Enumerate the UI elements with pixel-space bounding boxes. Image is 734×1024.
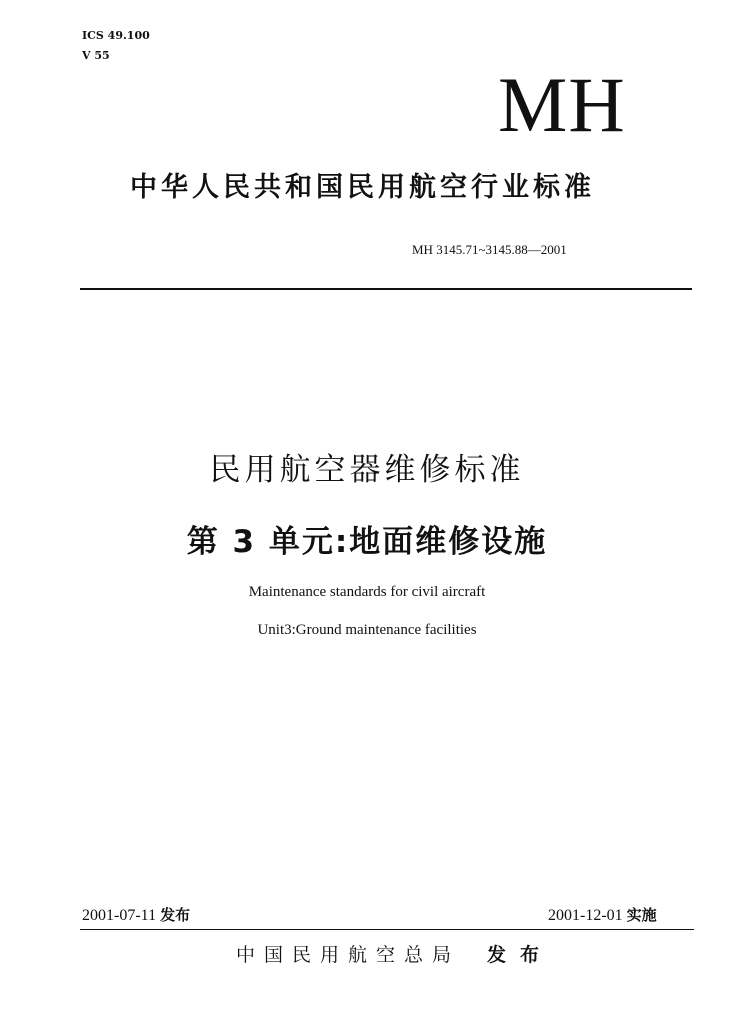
issue-label: 发布 [160, 906, 191, 924]
ics-code: ICS 49.100 [82, 29, 150, 42]
document-title-zh: 民用航空器维修标准 [209, 452, 525, 488]
issuing-authority: 中国民用航空总局 [236, 944, 461, 966]
issue-date: 2001-07-11 [82, 907, 157, 924]
ccs-code: V 55 [82, 49, 110, 62]
issuer-action: 发布 [487, 944, 554, 966]
unit-title-en: Unit3:Ground maintenance facilities [257, 622, 477, 638]
top-divider [80, 288, 692, 290]
implement-date: 2001-12-01 [548, 907, 623, 924]
implement-label: 实施 [626, 906, 657, 924]
bottom-divider [80, 929, 694, 930]
mh-logo: MH [498, 61, 626, 148]
document-title-en: Maintenance standards for civil aircraft [248, 584, 486, 600]
issue-date-line [82, 906, 190, 925]
industry-standard-title: 中华人民共和国民用航空行业标准 [130, 172, 595, 203]
standard-number: MH 3145.71~3145.88—2001 [412, 242, 567, 257]
unit-title-zh: 第 3 单元:地面维修设施 [186, 524, 548, 560]
implement-date-line [548, 906, 657, 925]
